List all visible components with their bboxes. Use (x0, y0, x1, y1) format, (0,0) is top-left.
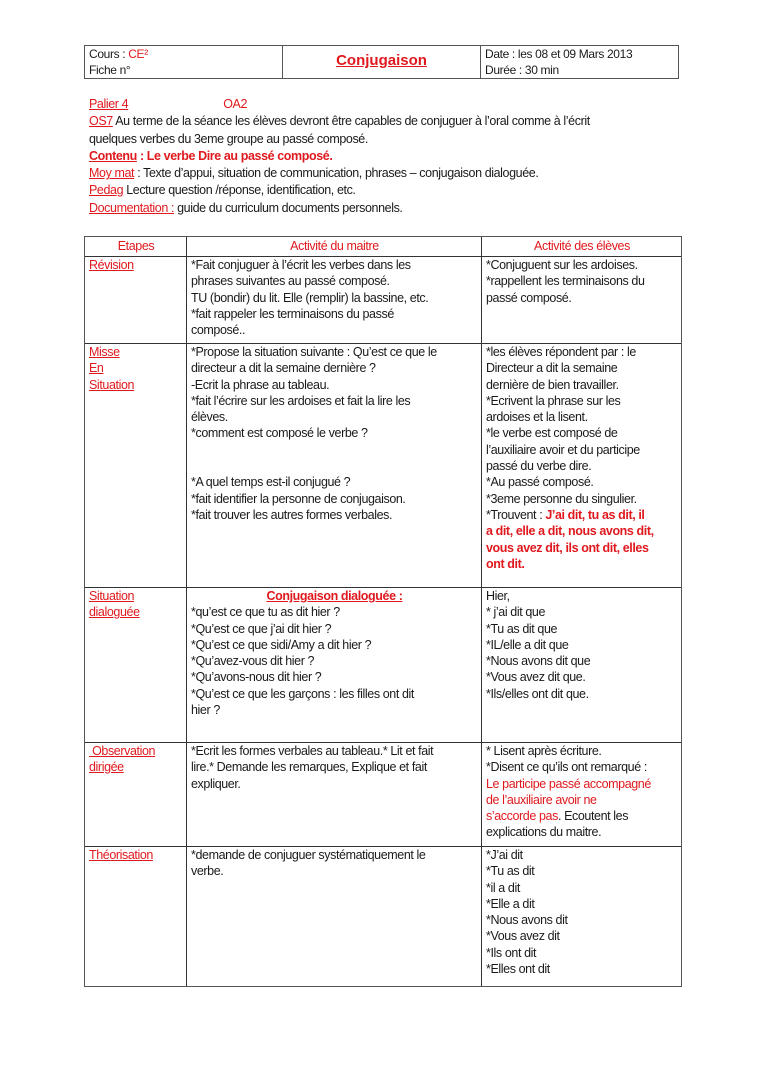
student-line: * j’ai dit que (486, 605, 546, 620)
student-line: *Disent ce qu’ils ont remarqué : (486, 760, 647, 775)
step-name: Situation (89, 377, 135, 392)
teacher-line: directeur a dit la semaine dernière ? (191, 361, 376, 376)
materials-label: Moy mat (89, 166, 135, 181)
teacher-line: verbe. (191, 864, 224, 879)
oa-label: OA2 (223, 97, 247, 111)
column-header-steps: Etapes (85, 237, 187, 256)
verb-forms-highlight: ont dit. (486, 556, 525, 571)
verb-forms-highlight: vous avez dit, ils ont dit, elles (486, 540, 649, 555)
student-line: ardoises et la lisent. (486, 410, 588, 425)
teacher-line: *Propose la situation suivante : Qu’est ce que le (191, 345, 437, 359)
table-header-row (85, 237, 681, 256)
objective-text: Au terme de la séance les élèves devront être capables de conjuguer à l’oral comme à l’écrit (112, 114, 590, 129)
sheet-number: Fiche n° (89, 62, 131, 77)
student-line: *Nous avons dit que (486, 654, 591, 669)
course-label: Cours : (89, 47, 129, 61)
student-line: *Elle a dit (486, 896, 535, 911)
step-cell (85, 743, 187, 846)
step-name: Théorisation (89, 848, 153, 862)
lesson-date: Date : les 08 et 09 Mars 2013 (485, 47, 633, 61)
column-header-students: Activité des élèves (534, 239, 630, 253)
teacher-activity-cell (187, 588, 482, 742)
teacher-line: *Qu’avons-nous dit hier ? (191, 670, 322, 685)
student-line: Directeur a dit la semaine (486, 361, 618, 376)
teacher-line: expliquer. (191, 776, 241, 791)
student-line: *J’ai dit (486, 848, 523, 862)
teacher-line: *Qu’est ce que sidi/Amy a dit hier ? (191, 637, 372, 652)
column-header-teacher: Activité du maitre (187, 237, 482, 256)
step-name: dialoguée (89, 605, 140, 620)
student-line: *Vous avez dit (486, 929, 560, 944)
pedagogy-label: Pedag (89, 183, 124, 198)
materials-line (89, 165, 689, 182)
student-line: *Ils ont dit (486, 945, 537, 960)
student-line: passé composé. (486, 290, 572, 305)
student-line: *3eme personne du singulier. (486, 491, 637, 506)
teacher-line: *Qu’avez-vous dit hier ? (191, 654, 315, 669)
student-line: passé du verbe dire. (486, 459, 592, 474)
student-text: . Ecoutent les (557, 809, 629, 824)
teacher-line: *comment est composé le verbe ? (191, 426, 368, 441)
student-line: *Nous avons dit (486, 913, 568, 928)
step-name: En (89, 361, 104, 376)
teacher-line: *fait trouver les autres formes verbales. (191, 507, 393, 522)
teacher-line: *Fait conjuguer à l’écrit les verbes dans les (191, 258, 411, 272)
lesson-title: Conjugaison (336, 52, 427, 69)
lesson-header-table (84, 45, 679, 79)
student-activity-cell (482, 588, 681, 742)
student-activity-cell (482, 743, 681, 846)
student-line: * Lisent après écriture. (486, 744, 602, 758)
dialogue-title: Conjugaison dialoguée : (266, 589, 403, 603)
documentation-label: Documentation : (89, 200, 175, 215)
student-line: *Tu as dit que (486, 621, 558, 636)
lesson-info (89, 96, 689, 217)
teacher-activity-cell (187, 847, 482, 986)
palier-line (89, 96, 689, 113)
student-activity-cell (482, 257, 681, 343)
step-cell (85, 257, 187, 343)
student-activity-cell (482, 847, 681, 986)
rule-highlight: de l’auxiliaire avoir ne (486, 792, 597, 807)
step-cell (85, 847, 187, 986)
student-line: Hier, (486, 589, 510, 603)
teacher-line: phrases suivantes au passé composé. (191, 274, 390, 289)
pedagogy-line (89, 182, 689, 199)
content-label: Contenu (89, 148, 137, 163)
teacher-line: TU (bondir) du lit. Elle (remplir) la bassine, etc. (191, 290, 429, 305)
student-line: *Ils/elles ont dit que. (486, 686, 589, 701)
student-line: *il a dit (486, 880, 520, 895)
teacher-line: *fait identifier la personne de conjugaison. (191, 491, 406, 506)
header-course-cell (85, 46, 283, 78)
student-line: *Au passé composé. (486, 475, 594, 490)
student-line (486, 507, 678, 523)
student-line: *Tu as dit (486, 864, 535, 879)
student-line: *Ecrivent la phrase sur les (486, 393, 621, 408)
content-text: : Le verbe Dire au passé composé. (136, 148, 333, 163)
course-value: CE² (128, 47, 148, 61)
step-name: Misse (89, 345, 120, 359)
teacher-line: *A quel temps est-il conjugué ? (191, 475, 351, 490)
teacher-line: composé.. (191, 323, 246, 338)
teacher-activity-cell (187, 344, 482, 587)
documentation-text: guide du curriculum documents personnels. (174, 200, 403, 215)
student-line: *rappellent les terminaisons du (486, 274, 645, 289)
table-row-observation-dirigee (85, 742, 681, 846)
student-activity-cell (482, 344, 681, 587)
teacher-line: *Qu’est ce que les garçons : les filles ont dit (191, 686, 414, 701)
objective-line-2: quelques verbes du 3eme groupe au passé composé. (89, 131, 368, 146)
teacher-line: lire.* Demande les remarques, Explique et fait (191, 760, 427, 775)
table-row-mise-en-situation (85, 343, 681, 587)
rule-highlight: Le participe passé accompagné (486, 776, 651, 791)
materials-text: : Texte d’appui, situation de communication, phrases – conjugaison dialoguée. (134, 166, 539, 181)
student-line: *Elles ont dit (486, 962, 550, 977)
teacher-line: *qu’est ce que tu as dit hier ? (191, 605, 340, 620)
spacer (191, 442, 478, 475)
objective-label: OS7 (89, 114, 113, 129)
header-title-cell (283, 46, 481, 78)
step-cell (85, 344, 187, 587)
step-name: dirigée (89, 760, 124, 775)
header-date-cell (481, 46, 678, 78)
documentation-line (89, 200, 689, 217)
student-line: *Vous avez dit que. (486, 670, 586, 685)
step-name: Révision (89, 258, 134, 272)
teacher-activity-cell (187, 257, 482, 343)
student-line: *le verbe est composé de (486, 426, 618, 441)
content-line (89, 148, 689, 165)
lesson-duration: Durée : 30 min (485, 62, 559, 77)
teacher-line: -Ecrit la phrase au tableau. (191, 377, 330, 392)
student-line: dernière de bien travailler. (486, 377, 619, 392)
palier-label: Palier 4 (89, 97, 129, 111)
teacher-line: *Ecrit les formes verbales au tableau.* Lit et fait (191, 744, 434, 758)
teacher-line: *fait l’écrire sur les ardoises et fait la lire les (191, 393, 411, 408)
student-line: *les élèves répondent par : le (486, 345, 636, 359)
verb-forms-highlight: J’ai dit, tu as dit, il (545, 507, 645, 522)
student-line: *Conjuguent sur les ardoises. (486, 258, 638, 272)
student-line: explications du maitre. (486, 825, 602, 840)
step-name: Situation (89, 589, 135, 603)
trouvent-label: *Trouvent : (486, 507, 546, 522)
teacher-line: *Qu’est ce que j’ai dit hier ? (191, 621, 332, 636)
rule-highlight: s’accorde pas (486, 809, 558, 824)
pedagogy-text: Lecture question /réponse, identification, etc. (123, 183, 356, 198)
teacher-activity-cell (187, 743, 482, 846)
verb-forms-highlight: a dit, elle a dit, nous avons dit, (486, 524, 654, 539)
step-cell (85, 588, 187, 742)
teacher-line: *demande de conjuguer systématiquement le (191, 848, 426, 862)
teacher-line: hier ? (191, 703, 220, 718)
teacher-line: *fait rappeler les terminaisons du passé (191, 306, 394, 321)
step-name: Observation (89, 744, 156, 758)
table-row-theorisation (85, 846, 681, 986)
table-row-situation-dialoguee (85, 587, 681, 742)
table-row-revision (85, 256, 681, 343)
student-line: *IL/elle a dit que (486, 637, 569, 652)
lesson-steps-table (84, 236, 682, 987)
objective-line (89, 113, 689, 130)
student-line (486, 808, 678, 824)
teacher-line: élèves. (191, 410, 228, 425)
student-line: l’auxiliaire avoir et du participe (486, 442, 640, 457)
